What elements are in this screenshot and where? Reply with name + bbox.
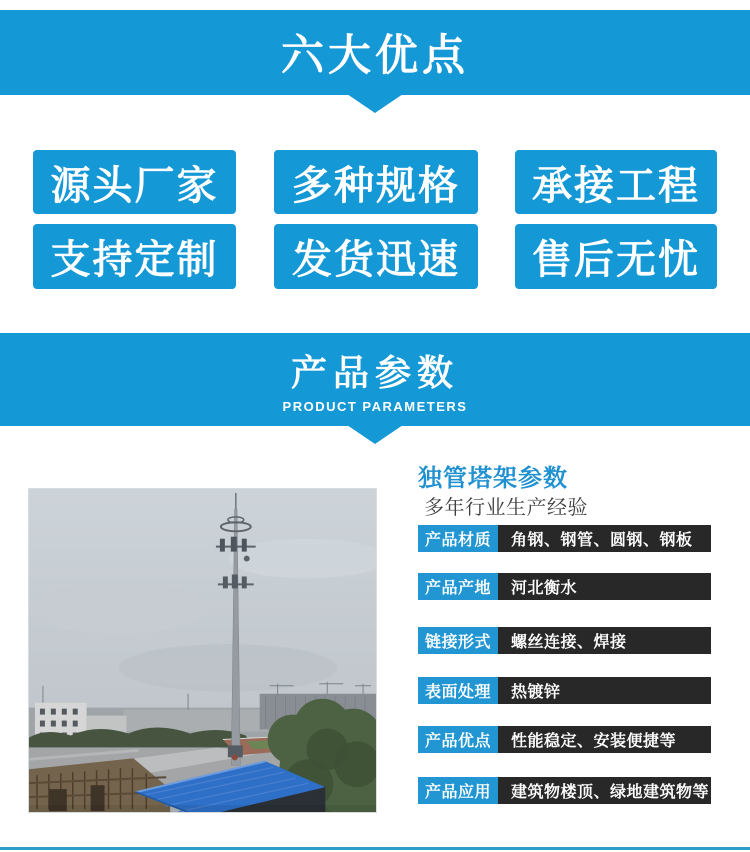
spec-value: 角钢、钢管、圆钢、钢板 xyxy=(498,525,711,552)
feature-badge-after-sales: 售后无忧 xyxy=(515,224,717,289)
spec-row-advantages xyxy=(418,726,711,753)
bottom-divider xyxy=(0,847,750,850)
feature-badge-undertake-projects: 承接工程 xyxy=(515,150,717,214)
feature-badge-source-factory: 源头厂家 xyxy=(33,150,236,214)
spec-row-surface xyxy=(418,677,711,704)
spec-label: 产品产地 xyxy=(418,573,498,600)
advantages-banner xyxy=(0,10,750,95)
feature-badge-many-specs: 多种规格 xyxy=(274,150,478,214)
down-triangle-icon xyxy=(347,94,403,113)
spec-value: 螺丝连接、焊接 xyxy=(498,627,711,654)
spec-value: 热镀锌 xyxy=(498,677,711,704)
parameters-banner xyxy=(0,333,750,426)
monopole-tower-photo xyxy=(29,489,376,812)
spec-label: 产品优点 xyxy=(418,726,498,753)
parameters-banner-title: 产品参数 xyxy=(290,352,459,393)
spec-value: 建筑物楼顶、绿地建筑物等 xyxy=(498,777,711,804)
advantages-banner-title: 六大优点 xyxy=(281,32,469,80)
spec-row-material xyxy=(418,525,711,552)
spec-row-applications xyxy=(418,777,711,804)
spec-label: 链接形式 xyxy=(418,627,498,654)
down-triangle-icon xyxy=(347,425,403,444)
spec-value: 河北衡水 xyxy=(498,573,711,600)
feature-badge-customization: 支持定制 xyxy=(33,224,236,289)
spec-row-connection xyxy=(418,627,711,654)
spec-value: 性能稳定、安装便捷等 xyxy=(498,726,711,753)
parameters-banner-subtitle: PRODUCT PARAMETERS xyxy=(282,399,468,414)
spec-panel-title: 独管塔架参数 xyxy=(418,465,568,492)
spec-label: 产品应用 xyxy=(418,777,498,804)
spec-label: 表面处理 xyxy=(418,677,498,704)
spec-panel-subtitle: 多年行业生产经验 xyxy=(424,497,588,519)
spec-row-origin xyxy=(418,573,711,600)
feature-badge-fast-shipping: 发货迅速 xyxy=(274,224,478,289)
product-photo xyxy=(28,488,377,813)
spec-label: 产品材质 xyxy=(418,525,498,552)
